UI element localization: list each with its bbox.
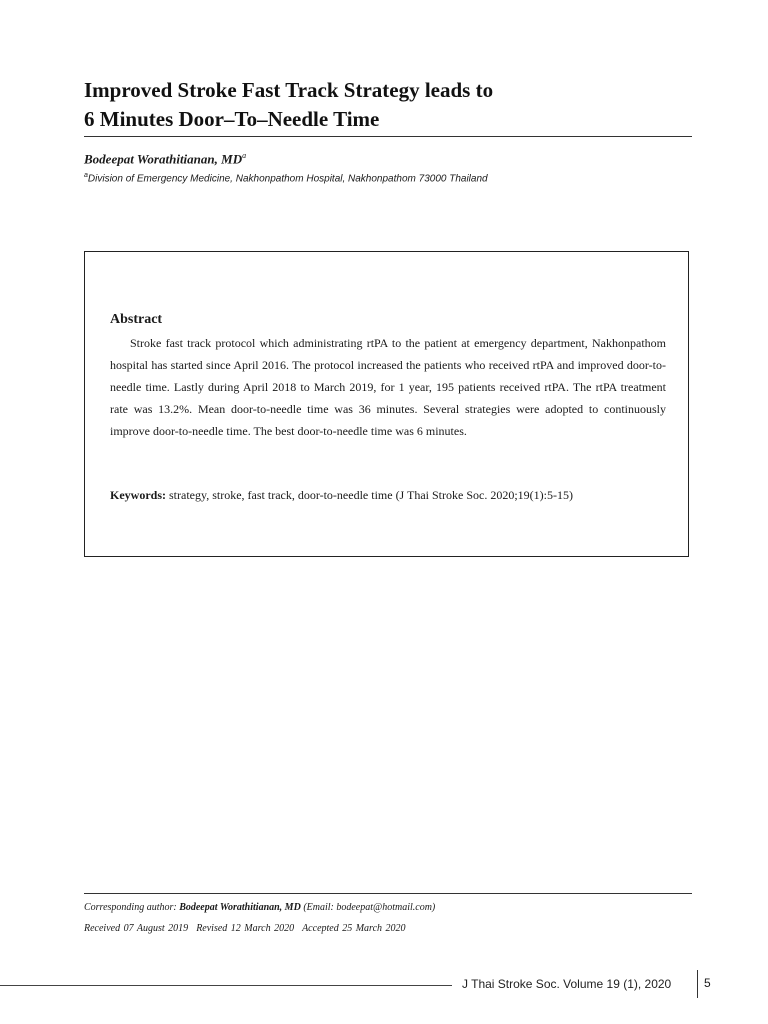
footnote-divider bbox=[84, 893, 692, 894]
keywords-label: Keywords: bbox=[110, 488, 166, 502]
article-title-line-2: 6 Minutes Door–To–Needle Time bbox=[84, 107, 380, 131]
affiliation-text: Division of Emergency Medicine, Nakhonpathom Hospital, Nakhonpathom 73000 Thailand bbox=[87, 173, 488, 185]
abstract-box bbox=[84, 251, 689, 557]
footer-divider bbox=[0, 985, 452, 986]
keywords-line bbox=[110, 486, 680, 504]
corresponding-author bbox=[84, 902, 435, 913]
corresponding-prefix: Corresponding author: bbox=[84, 902, 177, 913]
author-name: Bodeepat Worathitianan, MD bbox=[84, 151, 243, 167]
affiliation-line bbox=[84, 172, 488, 184]
revised-date: Revised 12 March 2020 bbox=[196, 923, 295, 934]
author-marker: a bbox=[242, 151, 247, 160]
page-number: 5 bbox=[704, 976, 711, 990]
article-dates bbox=[84, 923, 406, 934]
article-title-line-1: Improved Stroke Fast Track Strategy leads to bbox=[84, 78, 494, 102]
journal-citation: J Thai Stroke Soc. Volume 19 (1), 2020 bbox=[462, 977, 672, 991]
corresponding-name: Bodeepat Worathitianan, MD bbox=[179, 902, 301, 913]
title-divider bbox=[84, 136, 692, 137]
abstract-heading: Abstract bbox=[110, 312, 163, 327]
author-line bbox=[84, 151, 246, 167]
accepted-date: Accepted 25 March 2020 bbox=[302, 923, 406, 934]
corresponding-email: (Email: bodeepat@hotmail.com) bbox=[303, 902, 436, 913]
article-title bbox=[84, 76, 704, 134]
keywords-text: strategy, stroke, fast track, door-to-needle time (J Thai Stroke Soc. 2020;19(1):5-15) bbox=[169, 488, 573, 502]
abstract-body: Stroke fast track protocol which administrating rtPA to the patient at emergency department, Nakhonpathom hospital has started since April 2016. The protocol increased the patients who received rtPA and improved door-to-needle time. Lastly during April 2018 to March 2019, for 1 year, 195 patients received rtPA. The rtPA treatment rate was 13.2%. Mean door-to-needle time was 36 minutes. Several strategies were adopted to continuously improve door-to-needle time. The best door-to-needle time was 6 minutes. bbox=[110, 336, 666, 438]
page-number-separator bbox=[697, 970, 698, 998]
affiliation-marker: a bbox=[84, 172, 88, 179]
received-date: Received 07 August 2019 bbox=[84, 923, 189, 934]
